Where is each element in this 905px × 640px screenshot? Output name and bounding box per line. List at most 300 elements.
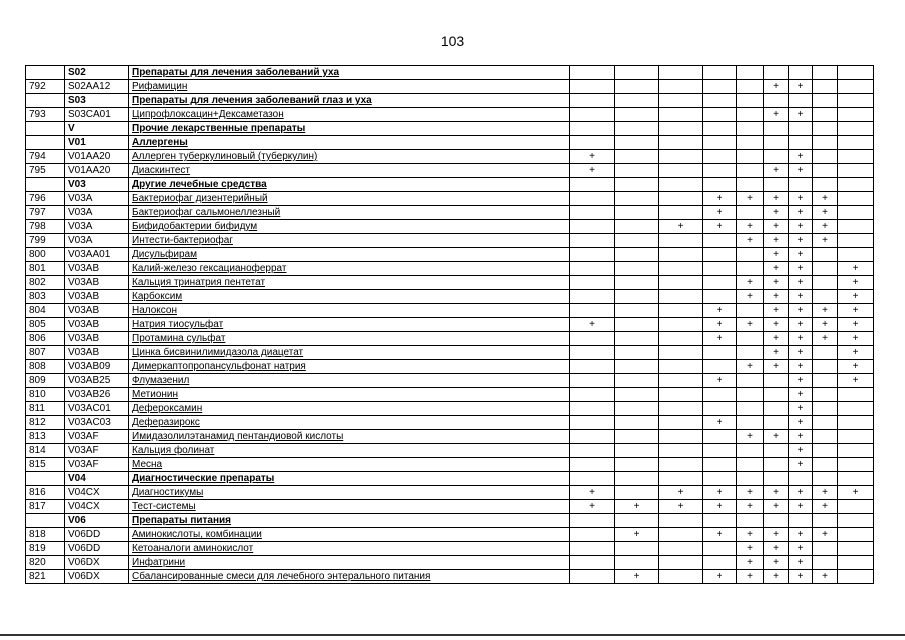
atc-code: S02 (65, 66, 129, 80)
mark-cell (737, 402, 764, 416)
mark-cell (659, 234, 703, 248)
mark-cell: + (764, 570, 789, 584)
mark-cell (838, 108, 874, 122)
mark-cell: + (570, 318, 615, 332)
mark-cell: + (659, 220, 703, 234)
mark-cell (570, 374, 615, 388)
mark-cell (703, 248, 737, 262)
mark-cell (813, 248, 838, 262)
mark-cell: + (838, 304, 874, 318)
mark-cell (570, 528, 615, 542)
mark-cell (737, 178, 764, 192)
mark-cell (615, 318, 659, 332)
mark-cell (838, 80, 874, 94)
atc-code: V03A (65, 220, 129, 234)
mark-cell: + (764, 304, 789, 318)
mark-cell (764, 472, 789, 486)
drug-name: Ципрофлоксацин+Дексаметазон (129, 108, 570, 122)
mark-cell (737, 248, 764, 262)
mark-cell (813, 556, 838, 570)
mark-cell (570, 178, 615, 192)
mark-cell (659, 248, 703, 262)
mark-cell (659, 472, 703, 486)
mark-cell (813, 346, 838, 360)
mark-cell: + (813, 192, 838, 206)
table-row (26, 248, 874, 262)
mark-cell (703, 178, 737, 192)
mark-cell (703, 346, 737, 360)
mark-cell (659, 80, 703, 94)
mark-cell (838, 206, 874, 220)
atc-code: V03A (65, 192, 129, 206)
mark-cell (703, 402, 737, 416)
mark-cell: + (703, 528, 737, 542)
atc-code: V03AB (65, 318, 129, 332)
mark-cell: + (838, 262, 874, 276)
mark-cell (659, 402, 703, 416)
mark-cell: + (789, 374, 813, 388)
atc-code: V03AF (65, 458, 129, 472)
mark-cell (703, 360, 737, 374)
mark-cell (659, 430, 703, 444)
mark-cell (659, 444, 703, 458)
mark-cell (789, 94, 813, 108)
mark-cell (764, 136, 789, 150)
drug-name: Бактериофаг сальмонеллезный (129, 206, 570, 220)
mark-cell (570, 304, 615, 318)
mark-cell: + (789, 416, 813, 430)
mark-cell (615, 220, 659, 234)
mark-cell (615, 206, 659, 220)
atc-code: V03AB09 (65, 360, 129, 374)
mark-cell (570, 262, 615, 276)
drug-name: Диагностические препараты (129, 472, 570, 486)
mark-cell (615, 556, 659, 570)
table-row (26, 276, 874, 290)
mark-cell: + (764, 528, 789, 542)
mark-cell (703, 472, 737, 486)
atc-code: V03A (65, 234, 129, 248)
row-number: 813 (26, 430, 65, 444)
atc-code: V04CX (65, 486, 129, 500)
mark-cell (838, 66, 874, 80)
drug-name: Имидазолилэтанамид пентандиовой кислоты (129, 430, 570, 444)
mark-cell (659, 178, 703, 192)
mark-cell: + (615, 570, 659, 584)
mark-cell (615, 66, 659, 80)
mark-cell (813, 164, 838, 178)
table-row (26, 80, 874, 94)
mark-cell: + (703, 304, 737, 318)
mark-cell (570, 458, 615, 472)
mark-cell (615, 80, 659, 94)
mark-cell (813, 66, 838, 80)
mark-cell: + (737, 360, 764, 374)
drug-name: Бактериофаг дизентерийный (129, 192, 570, 206)
mark-cell (570, 542, 615, 556)
table-row (26, 570, 874, 584)
mark-cell (659, 108, 703, 122)
mark-cell (764, 416, 789, 430)
mark-cell (838, 500, 874, 514)
mark-cell: + (789, 262, 813, 276)
mark-cell (659, 416, 703, 430)
atc-code: V03AA01 (65, 248, 129, 262)
mark-cell (813, 514, 838, 528)
table-row (26, 108, 874, 122)
mark-cell (703, 388, 737, 402)
table-row (26, 332, 874, 346)
row-number: 808 (26, 360, 65, 374)
atc-code: V03AB (65, 332, 129, 346)
mark-cell: + (764, 290, 789, 304)
table-row (26, 318, 874, 332)
atc-code: V03 (65, 178, 129, 192)
mark-cell (764, 66, 789, 80)
mark-cell: + (789, 458, 813, 472)
mark-cell: + (764, 108, 789, 122)
mark-cell: + (838, 486, 874, 500)
mark-cell (659, 570, 703, 584)
mark-cell: + (813, 500, 838, 514)
mark-cell (813, 150, 838, 164)
row-number: 811 (26, 402, 65, 416)
mark-cell: + (789, 332, 813, 346)
mark-cell (703, 108, 737, 122)
mark-cell: + (813, 220, 838, 234)
mark-cell: + (764, 262, 789, 276)
mark-cell: + (737, 570, 764, 584)
mark-cell: + (764, 234, 789, 248)
mark-cell (570, 556, 615, 570)
atc-code: V01 (65, 136, 129, 150)
group-row (26, 136, 874, 150)
mark-cell (659, 192, 703, 206)
row-number: 816 (26, 486, 65, 500)
row-number: 804 (26, 304, 65, 318)
drug-name: Препараты питания (129, 514, 570, 528)
mark-cell: + (703, 192, 737, 206)
mark-cell (703, 290, 737, 304)
mark-cell: + (789, 206, 813, 220)
drug-name: Аллергены (129, 136, 570, 150)
mark-cell (838, 136, 874, 150)
drug-name: Аллерген туберкулиновый (туберкулин) (129, 150, 570, 164)
mark-cell (703, 430, 737, 444)
drug-name: Дисульфирам (129, 248, 570, 262)
table-row (26, 346, 874, 360)
mark-cell (615, 360, 659, 374)
table-row (26, 220, 874, 234)
mark-cell (838, 472, 874, 486)
drug-name: Деферазирокс (129, 416, 570, 430)
mark-cell (764, 514, 789, 528)
mark-cell: + (813, 486, 838, 500)
mark-cell (659, 304, 703, 318)
row-number: 799 (26, 234, 65, 248)
row-number: 819 (26, 542, 65, 556)
mark-cell (813, 444, 838, 458)
mark-cell (737, 304, 764, 318)
mark-cell (570, 206, 615, 220)
mark-cell (615, 234, 659, 248)
atc-code: V03AB (65, 262, 129, 276)
atc-code: V03AF (65, 444, 129, 458)
mark-cell: + (659, 486, 703, 500)
atc-code: V06DX (65, 556, 129, 570)
mark-cell (570, 220, 615, 234)
mark-cell (813, 262, 838, 276)
drug-name: Тест-системы (129, 500, 570, 514)
mark-cell: + (703, 318, 737, 332)
mark-cell: + (737, 528, 764, 542)
row-number (26, 178, 65, 192)
mark-cell (659, 206, 703, 220)
mark-cell: + (737, 276, 764, 290)
group-row (26, 472, 874, 486)
mark-cell: + (737, 220, 764, 234)
mark-cell: + (789, 430, 813, 444)
row-number: 814 (26, 444, 65, 458)
atc-code: V03AB (65, 276, 129, 290)
mark-cell: + (703, 570, 737, 584)
mark-cell (659, 262, 703, 276)
row-number: 802 (26, 276, 65, 290)
row-number: 820 (26, 556, 65, 570)
mark-cell (615, 486, 659, 500)
mark-cell (813, 402, 838, 416)
mark-cell (737, 514, 764, 528)
row-number (26, 66, 65, 80)
atc-code: V06DX (65, 570, 129, 584)
mark-cell (615, 444, 659, 458)
mark-cell (838, 94, 874, 108)
mark-cell (615, 248, 659, 262)
mark-cell (789, 136, 813, 150)
mark-cell (737, 108, 764, 122)
mark-cell (813, 458, 838, 472)
mark-cell (703, 136, 737, 150)
atc-code: S03 (65, 94, 129, 108)
mark-cell (703, 234, 737, 248)
mark-cell: + (789, 80, 813, 94)
row-number (26, 514, 65, 528)
mark-cell (615, 290, 659, 304)
table-row (26, 374, 874, 388)
drug-name: Цинка бисвинилимидазола диацетат (129, 346, 570, 360)
mark-cell: + (813, 304, 838, 318)
mark-cell: + (813, 528, 838, 542)
group-row (26, 94, 874, 108)
mark-cell: + (703, 486, 737, 500)
mark-cell (737, 332, 764, 346)
atc-code: V03AC03 (65, 416, 129, 430)
mark-cell (703, 444, 737, 458)
table-row (26, 444, 874, 458)
mark-cell (570, 360, 615, 374)
page-number: 103 (440, 33, 465, 49)
drug-name: Протамина сульфат (129, 332, 570, 346)
mark-cell (570, 570, 615, 584)
mark-cell (737, 262, 764, 276)
mark-cell (764, 388, 789, 402)
mark-cell (703, 262, 737, 276)
atc-code: V03AB26 (65, 388, 129, 402)
mark-cell (659, 374, 703, 388)
mark-cell (764, 402, 789, 416)
mark-cell: + (764, 318, 789, 332)
atc-code: V06DD (65, 528, 129, 542)
drug-name: Препараты для лечения заболеваний уха (129, 66, 570, 80)
drug-name: Сбалансированные смеси для лечебного энтерального питания (129, 570, 570, 584)
mark-cell (615, 388, 659, 402)
row-number (26, 472, 65, 486)
mark-cell (703, 276, 737, 290)
table-row (26, 430, 874, 444)
row-number (26, 122, 65, 136)
drug-name: Деферoксамин (129, 402, 570, 416)
mark-cell (789, 514, 813, 528)
mark-cell (659, 122, 703, 136)
mark-cell (659, 542, 703, 556)
mark-cell (737, 94, 764, 108)
mark-cell: + (737, 500, 764, 514)
mark-cell (615, 430, 659, 444)
mark-cell: + (838, 374, 874, 388)
mark-cell: + (764, 486, 789, 500)
row-number: 797 (26, 206, 65, 220)
mark-cell (813, 178, 838, 192)
mark-cell (789, 122, 813, 136)
atc-code: V03A (65, 206, 129, 220)
row-number: 818 (26, 528, 65, 542)
mark-cell (789, 472, 813, 486)
mark-cell (570, 276, 615, 290)
mark-cell (615, 136, 659, 150)
mark-cell: + (789, 556, 813, 570)
mark-cell: + (789, 486, 813, 500)
table-row (26, 206, 874, 220)
row-number: 805 (26, 318, 65, 332)
mark-cell (813, 472, 838, 486)
drug-name: Бифидобактерии бифидум (129, 220, 570, 234)
mark-cell: + (789, 164, 813, 178)
mark-cell (838, 444, 874, 458)
table-row (26, 528, 874, 542)
drug-name: Другие лечебные средства (129, 178, 570, 192)
atc-code: V01AA20 (65, 150, 129, 164)
mark-cell: + (789, 276, 813, 290)
mark-cell (764, 150, 789, 164)
mark-cell: + (570, 150, 615, 164)
mark-cell (570, 136, 615, 150)
mark-cell (703, 542, 737, 556)
mark-cell (703, 122, 737, 136)
mark-cell: + (703, 220, 737, 234)
drug-name: Флумазенил (129, 374, 570, 388)
group-row (26, 178, 874, 192)
mark-cell: + (703, 500, 737, 514)
mark-cell (838, 570, 874, 584)
mark-cell: + (813, 234, 838, 248)
mark-cell: + (764, 220, 789, 234)
mark-cell: + (789, 444, 813, 458)
mark-cell (615, 94, 659, 108)
mark-cell (813, 416, 838, 430)
mark-cell (659, 528, 703, 542)
table-row (26, 150, 874, 164)
mark-cell (737, 416, 764, 430)
drug-name: Кальция фолинат (129, 444, 570, 458)
mark-cell: + (764, 556, 789, 570)
mark-cell (838, 556, 874, 570)
mark-cell: + (813, 570, 838, 584)
atc-code: V06DD (65, 542, 129, 556)
mark-cell (838, 178, 874, 192)
mark-cell (615, 304, 659, 318)
mark-cell: + (764, 500, 789, 514)
mark-cell (615, 192, 659, 206)
mark-cell (659, 136, 703, 150)
mark-cell: + (570, 164, 615, 178)
group-row (26, 66, 874, 80)
mark-cell (813, 122, 838, 136)
mark-cell: + (764, 206, 789, 220)
mark-cell (764, 178, 789, 192)
mark-cell (570, 472, 615, 486)
atc-code: V03AB (65, 304, 129, 318)
mark-cell: + (703, 416, 737, 430)
row-number: 795 (26, 164, 65, 178)
mark-cell (659, 276, 703, 290)
row-number: 806 (26, 332, 65, 346)
mark-cell (703, 458, 737, 472)
mark-cell: + (764, 542, 789, 556)
mark-cell: + (764, 360, 789, 374)
mark-cell (838, 164, 874, 178)
mark-cell: + (764, 248, 789, 262)
table-row (26, 304, 874, 318)
mark-cell: + (789, 402, 813, 416)
mark-cell: + (789, 388, 813, 402)
mark-cell (615, 374, 659, 388)
mark-cell: + (764, 430, 789, 444)
table-row (26, 500, 874, 514)
mark-cell: + (703, 206, 737, 220)
mark-cell (570, 290, 615, 304)
mark-cell: + (737, 290, 764, 304)
mark-cell (838, 514, 874, 528)
mark-cell: + (703, 332, 737, 346)
drug-name: Диагностикумы (129, 486, 570, 500)
drug-name: Кетоаналоги аминокислот (129, 542, 570, 556)
mark-cell (615, 108, 659, 122)
row-number: 794 (26, 150, 65, 164)
mark-cell (737, 388, 764, 402)
group-row (26, 122, 874, 136)
mark-cell (838, 192, 874, 206)
row-number: 803 (26, 290, 65, 304)
group-row (26, 514, 874, 528)
mark-cell (737, 346, 764, 360)
mark-cell (838, 430, 874, 444)
mark-cell (570, 234, 615, 248)
atc-code: V01AA20 (65, 164, 129, 178)
mark-cell (737, 374, 764, 388)
atc-code: V03AB25 (65, 374, 129, 388)
mark-cell (659, 66, 703, 80)
mark-cell (737, 164, 764, 178)
